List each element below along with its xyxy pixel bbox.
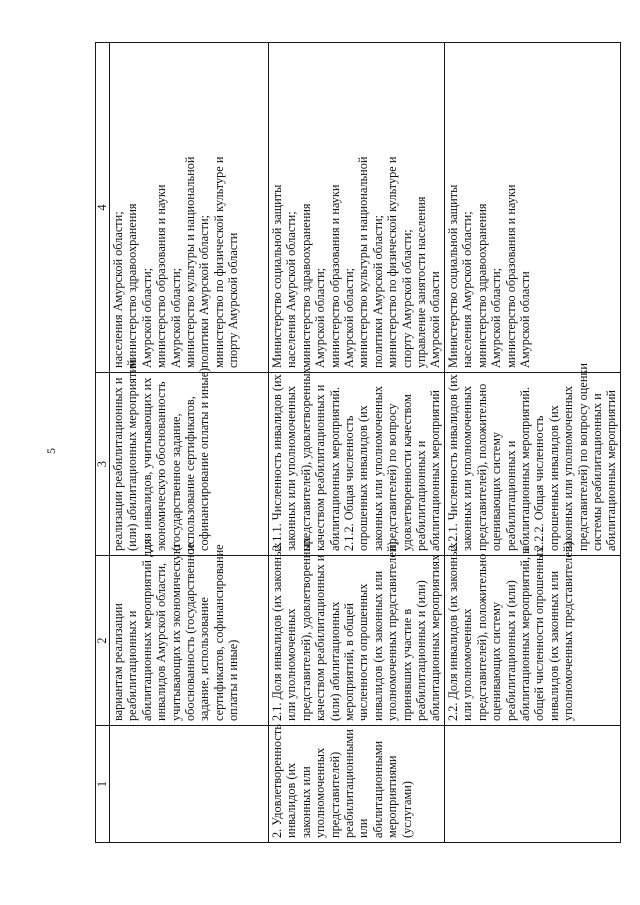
cell-text-line: представителей) по вопросу [385,403,400,551]
cell-text-line: министерство культуры и национальной [356,156,371,368]
cell-text-line: уполномоченных представителей), [385,538,400,721]
column-header-1: 1 [96,726,110,843]
cell-text-line: инвалидов (их [284,762,299,838]
cell-text-line: 2.2.1. Численность инвалидов (их [445,374,460,551]
column-header-4: 4 [96,43,110,373]
cell-text-line: 2.1. Доля инвалидов (их законных [270,542,284,721]
cell-text-line: министерство здравоохранения [474,203,489,368]
cell-text-line: министерство образования и науки [327,184,342,368]
column-header-3: 3 [96,373,110,556]
cell-text-line: вариантам реализации [111,603,125,721]
cell-text-line: министерство образования и науки [503,184,518,368]
cell-text-line: реабилитационных и [503,440,518,551]
header-row [96,43,110,843]
cell-text-line: министерство образования и науки [154,184,169,368]
table-row [269,43,445,843]
cell-text-line: абилитационных мероприятий [604,390,619,551]
cell-text-line: законных или уполномоченных [370,385,385,551]
cell-text-line: министерство здравоохранения [298,203,313,368]
cell-responsible [269,43,445,373]
cell-text-line: задание, использование [197,597,212,721]
cell-text-line: абилитационных мероприятий [428,390,443,551]
cell-text-line: реабилитационных и (или) [503,580,518,721]
cell-indicator [444,541,620,726]
cell-text-line: спорту Амурской области [226,232,241,368]
cell-text-line: абилитационных мероприятий. [327,386,342,551]
cell-text-line: или уполномоченных [284,608,299,721]
cell-text-line: абилитационных мероприятий. [517,386,532,551]
cell-text-line: абилитационных мероприятиях [428,554,443,721]
cell-text-line: министерство по физической культуре и [211,156,226,368]
cell-text-line: Министерство социальной защиты [445,184,460,368]
cell-text-line: оценивающих систему [489,601,504,721]
cell-text-line: абилитационных мероприятий, в [517,548,532,721]
table-row [110,43,269,843]
cell-text-line: опрошенных инвалидов (их [356,405,371,551]
cell-text-line: качеством реабилитационных и [313,384,328,551]
cell-text-line: софинансирование оплаты и иные) [197,367,212,551]
cell-text-line: законных или уполномоченных [284,385,299,551]
cell-text-line: представителей), удовлетворенных [298,537,313,721]
cell-text-line: общей численности опрошенных [532,546,547,721]
cell-text-line: сертификатов, софинансирование [211,544,226,721]
cell-text-line: представителей) [327,751,342,838]
rotated-table-page [95,43,619,843]
cell-text-line: 2.1.1. Численность инвалидов (их [270,374,284,551]
cell-indicator [269,537,445,726]
cell-text-line: политики Амурской области; [197,215,212,368]
cell-text-line: реабилитационных и [125,610,140,721]
cell-text-line: законных или [298,766,313,838]
cell-text-line: 2.1.2. Общая численность [342,415,357,551]
cell-criterion [110,726,269,843]
cell-text-line: министерство культуры и национальной [183,156,198,368]
cell-text-line: качеством реабилитационных и [313,554,328,721]
cell-responsible [110,43,269,373]
cell-text-line: удовлетворенности качеством [399,394,414,551]
cell-text-line: представителей) по вопросу оценки [575,363,590,551]
cell-text-line: инвалидов (их законных или [370,570,385,721]
cell-text-line: Амурской области [517,271,532,368]
cell-text-line: представителей), положительно [474,383,489,551]
cell-calculation [444,363,620,556]
cell-text-line: численности опрошенных [356,583,371,721]
cell-text-line: Амурской области; [168,267,183,368]
cell-text-line: или [356,818,371,838]
indicators-table [95,42,621,843]
cell-text-line: 2.2. Доля инвалидов (их законных [445,542,460,721]
cell-text-line: использование сертификатов, [183,396,198,551]
cell-text-line: министерство здравоохранения [125,203,140,368]
cell-text-line: министерство по физической культуре и [385,156,400,368]
cell-responsible [444,43,620,373]
cell-text-line: экономическую обоснованность [154,381,169,551]
cell-calculation [110,359,269,556]
cell-text-line: представителей), положительно [474,553,489,721]
cell-text-line: населения Амурской области; [460,211,475,368]
cell-text-line: реабилитационными [342,729,357,838]
cell-text-line: Министерство социальной защиты [270,184,284,368]
cell-text-line: учитывающих их экономическую [168,544,183,721]
cell-text-line: Амурской области; [313,267,328,368]
cell-calculation [269,367,445,556]
cell-text-line: системы реабилитационных и [589,393,604,551]
cell-criterion [444,726,620,843]
cell-text-line: инвалидов (их законных или [546,570,561,721]
cell-text-line: (или) абилитационных [327,601,342,721]
cell-text-line: (государственное задание, [168,413,183,551]
cell-indicator [110,538,269,726]
cell-text-line: принявших участие в [399,608,414,721]
cell-text-line: 2.2.2. Общая численность [532,415,547,551]
table-row [444,43,620,843]
cell-text-line: управление занятости населения [414,196,429,368]
cell-text-line: спорту Амурской области; [399,229,414,368]
cell-text-line: уполномоченных представителей) [561,541,576,721]
cell-text-line: Амурской области; [342,267,357,368]
cell-text-line: населения Амурской области; [111,211,125,368]
cell-text-line: для инвалидов, учитывающих их [139,377,154,551]
cell-text-line: Амурской области; [139,267,154,368]
cell-text-line: абилитационных мероприятий для [139,538,154,721]
cell-text-line: Амурской области; [489,267,504,368]
cell-text-line: реабилитационных и [414,440,429,551]
cell-text-line: уполномоченных [313,747,328,838]
page-number: 5 [44,448,58,454]
cell-text-line: обоснованность (государственное [183,542,198,721]
column-header-2: 2 [96,556,110,726]
cell-text-line: представителей), удовлетворенных [298,367,313,551]
cell-text-line: мероприятий, в общей [342,603,357,721]
cell-text-line: 2. Удовлетворенность [270,724,284,838]
cell-text-line: мероприятиями [385,755,400,838]
cell-text-line: реализации реабилитационных и [111,377,125,551]
cell-text-line: инвалидов Амурской области, [154,562,169,721]
cell-text-line: абилитационными [370,740,385,838]
cell-text-line: опрошенных инвалидов (их [546,405,561,551]
cell-text-line: (или) абилитационных мероприятий [125,359,140,551]
cell-criterion [269,726,445,843]
cell-text-line: оценивающих систему [489,431,504,551]
cell-text-line: Амурской области [428,271,443,368]
cell-text-line: (услугами) [399,781,414,838]
cell-text-line: законных или уполномоченных [561,385,576,551]
cell-text-line: законных или уполномоченных [460,385,475,551]
cell-text-line: оплаты и иные) [226,639,241,721]
cell-text-line: реабилитационных и (или) [414,580,429,721]
cell-text-line: или уполномоченных [460,608,475,721]
cell-text-line: населения Амурской области; [284,211,299,368]
cell-text-line: политики Амурской области; [370,215,385,368]
